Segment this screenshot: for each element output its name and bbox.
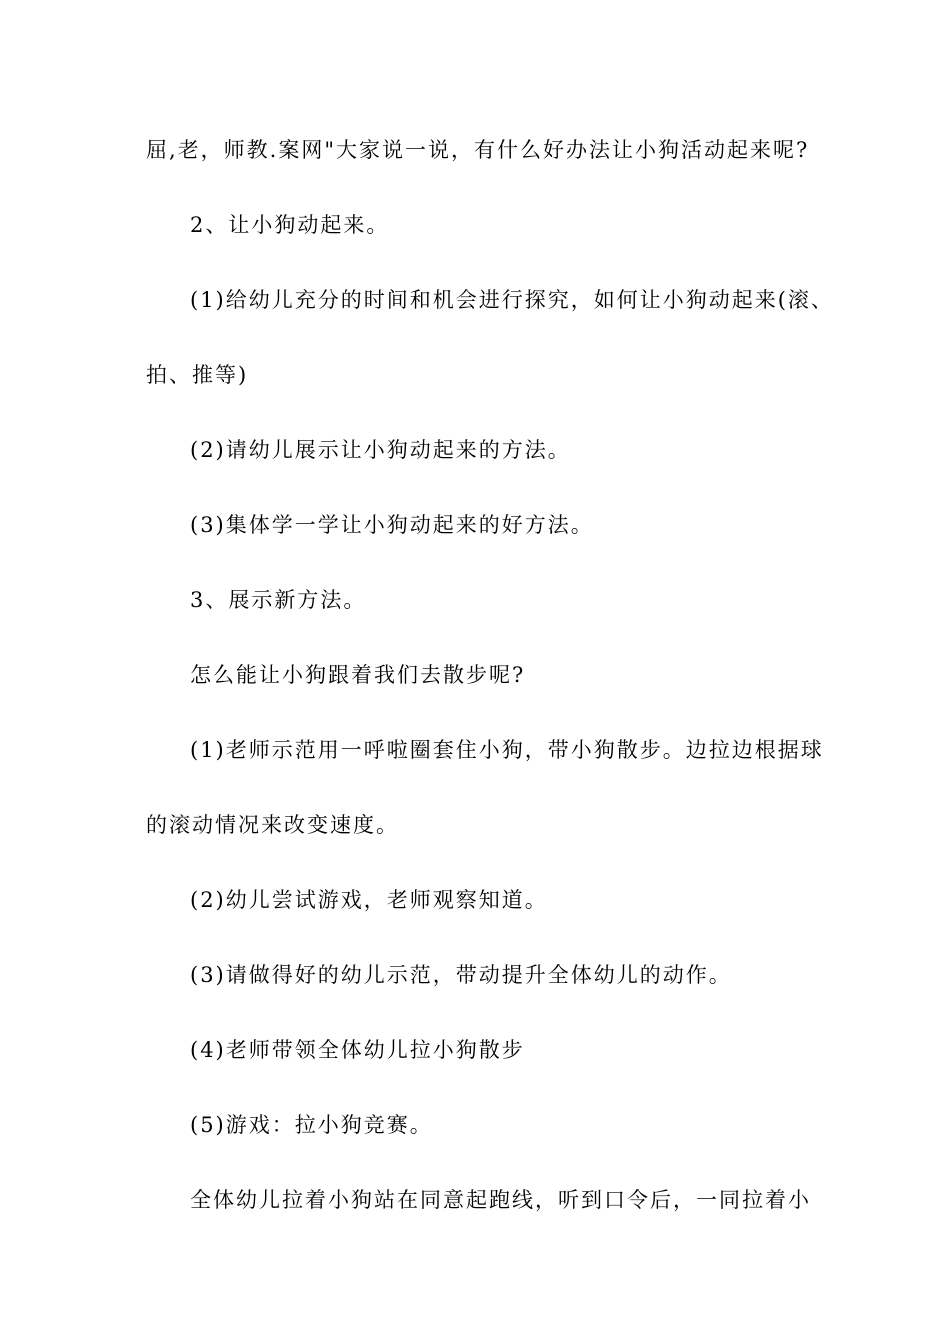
list-item: (1)给幼儿充分的时间和机会进行探究，如何让小狗动起来(滚、 — [190, 288, 834, 312]
list-item: (3)请做得好的幼儿示范，带动提升全体幼儿的动作。 — [190, 963, 732, 987]
list-item: (1)老师示范用一呼啦圈套住小狗，带小狗散步。边拉边根据球 — [190, 738, 824, 762]
paragraph-line: 怎么能让小狗跟着我们去散步呢? — [190, 663, 526, 687]
list-item: (4)老师带领全体幼儿拉小狗散步 — [190, 1038, 525, 1062]
list-item-continuation: 的滚动情况来改变速度。 — [146, 813, 399, 837]
list-item-continuation: 拍、推等) — [146, 363, 249, 387]
list-item: (2)幼儿尝试游戏，老师观察知道。 — [190, 888, 548, 912]
section-heading: 3、展示新方法。 — [190, 588, 367, 612]
list-item: (3)集体学一学让小狗动起来的好方法。 — [190, 513, 594, 537]
paragraph-line: 全体幼儿拉着小狗站在同意起跑线，听到口令后，一同拉着小 — [190, 1188, 811, 1212]
list-item: (5)游戏：拉小狗竞赛。 — [190, 1113, 433, 1137]
paragraph-line: 屈,老，师教.案网"大家说一说，有什么好办法让小狗活动起来呢? — [146, 138, 810, 162]
section-heading: 2、让小狗动起来。 — [190, 213, 390, 237]
list-item: (2)请幼儿展示让小狗动起来的方法。 — [190, 438, 571, 462]
